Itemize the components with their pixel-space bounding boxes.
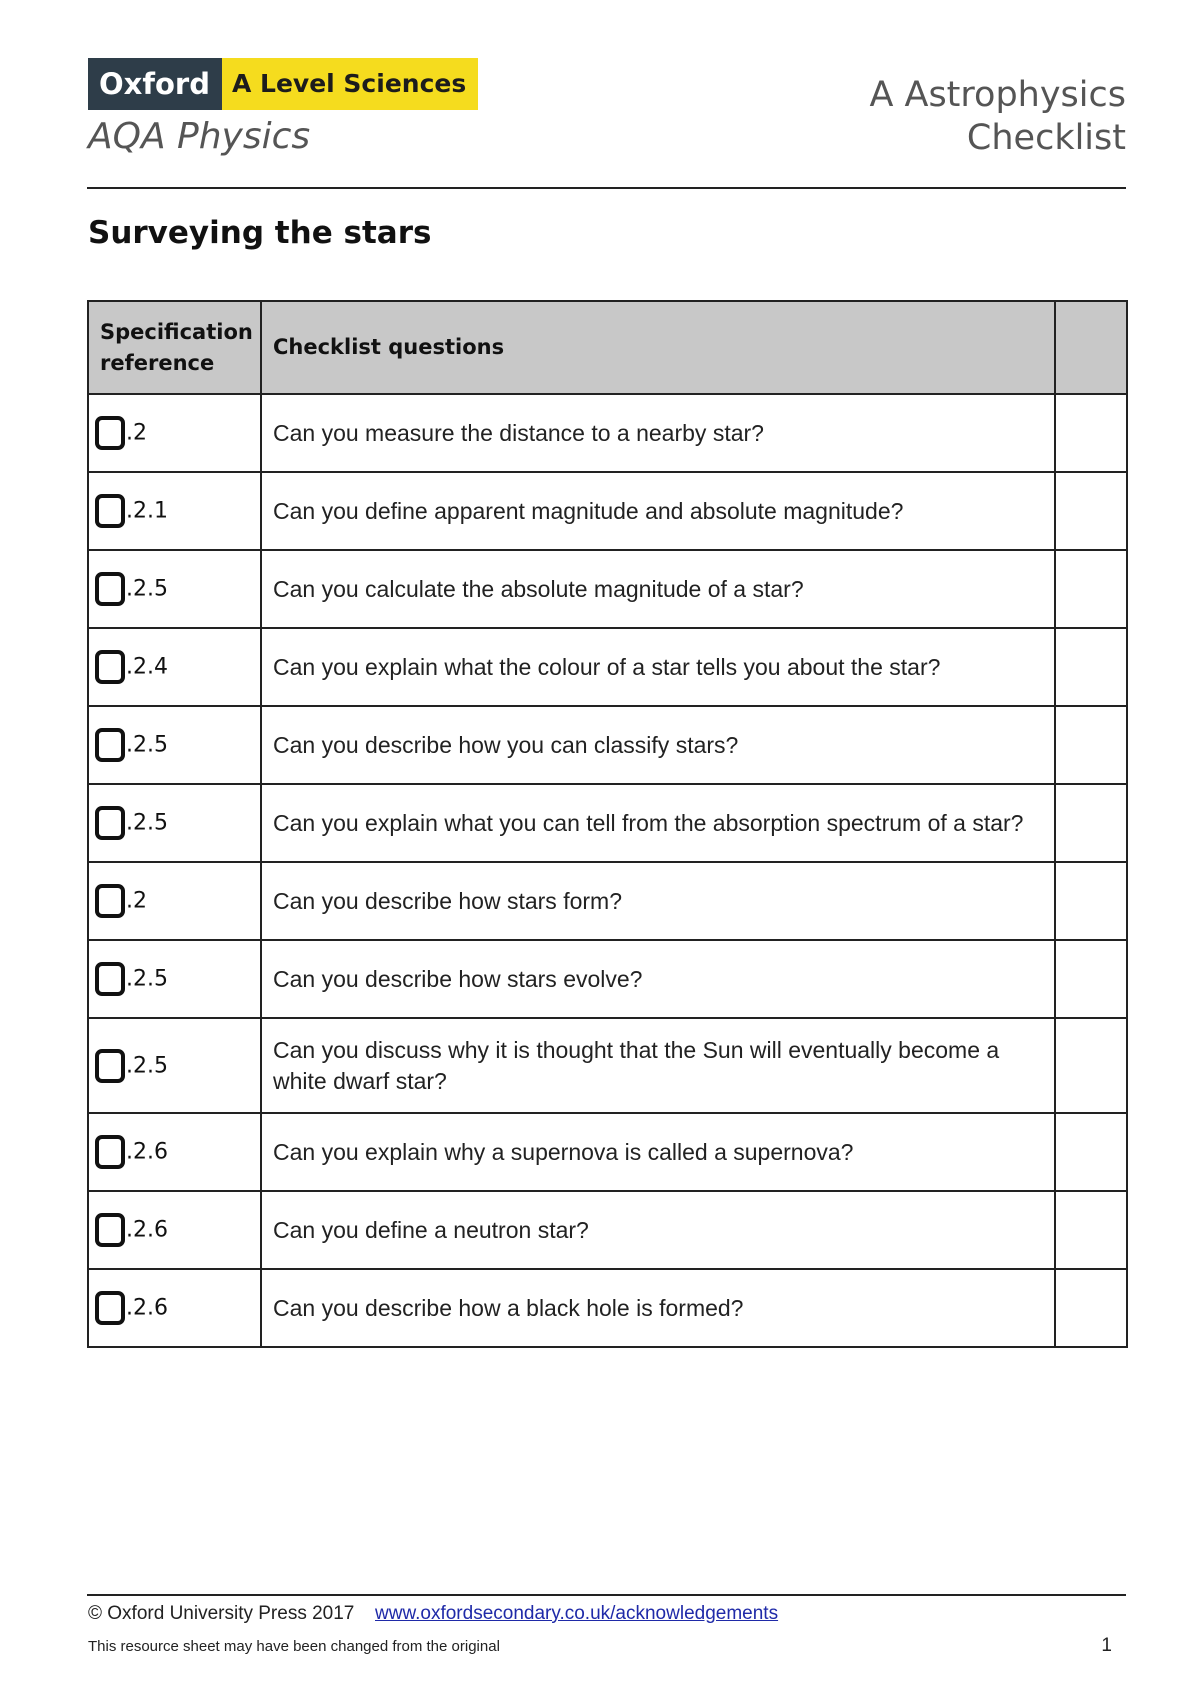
specification-reference-cell xyxy=(88,1269,261,1347)
table-row xyxy=(88,1269,1127,1347)
specification-reference: .2 xyxy=(126,888,147,914)
checkbox[interactable] xyxy=(95,728,125,762)
specification-reference: .2 xyxy=(126,420,147,446)
column-header-specification-reference: Specification reference xyxy=(88,301,261,394)
tick-cell[interactable] xyxy=(1055,472,1127,550)
table-row xyxy=(88,1113,1127,1191)
tick-cell[interactable] xyxy=(1055,394,1127,472)
specification-reference-cell xyxy=(88,550,261,628)
specification-reference: .2.5 xyxy=(126,732,168,758)
specification-reference: .2.6 xyxy=(126,1217,168,1243)
checkbox[interactable] xyxy=(95,1135,125,1169)
checklist-question: Can you explain why a supernova is called a supernova? xyxy=(261,1113,1055,1191)
checklist-question: Can you describe how stars form? xyxy=(261,862,1055,940)
specification-reference: .2.5 xyxy=(126,576,168,602)
checklist-question: Can you define apparent magnitude and absolute magnitude? xyxy=(261,472,1055,550)
table-header-row xyxy=(88,301,1127,394)
table-row xyxy=(88,940,1127,1018)
checklist-question: Can you describe how you can classify stars? xyxy=(261,706,1055,784)
specification-reference: .2.4 xyxy=(126,654,168,680)
table-row xyxy=(88,1018,1127,1113)
checklist-question: Can you define a neutron star? xyxy=(261,1191,1055,1269)
specification-reference-cell xyxy=(88,862,261,940)
specification-reference-cell xyxy=(88,394,261,472)
table-row xyxy=(88,394,1127,472)
checkbox[interactable] xyxy=(95,650,125,684)
resource-changed-note: This resource sheet may have been changed from the original xyxy=(88,1638,500,1655)
specification-reference-cell xyxy=(88,1191,261,1269)
specification-reference: .2.1 xyxy=(126,498,168,524)
oxford-logo xyxy=(88,58,478,110)
checklist-question: Can you measure the distance to a nearby star? xyxy=(261,394,1055,472)
checkbox[interactable] xyxy=(95,572,125,606)
checklist-table xyxy=(87,300,1128,1348)
specification-reference: .2.5 xyxy=(126,810,168,836)
specification-reference: .2.5 xyxy=(126,1053,168,1078)
document-title xyxy=(869,74,1126,160)
table-row xyxy=(88,1191,1127,1269)
specification-reference: .2.6 xyxy=(126,1139,168,1165)
column-header-tick xyxy=(1055,301,1127,394)
specification-reference: .2.5 xyxy=(126,966,168,992)
logo-oxford-text: Oxford xyxy=(88,58,222,110)
tick-cell[interactable] xyxy=(1055,628,1127,706)
footer-divider xyxy=(87,1594,1126,1596)
table-row xyxy=(88,862,1127,940)
checklist-question: Can you explain what you can tell from the absorption spectrum of a star? xyxy=(261,784,1055,862)
table-row xyxy=(88,472,1127,550)
tick-cell[interactable] xyxy=(1055,1269,1127,1347)
checklist-question: Can you describe how a black hole is formed? xyxy=(261,1269,1055,1347)
checklist-question: Can you calculate the absolute magnitude of a star? xyxy=(261,550,1055,628)
tick-cell[interactable] xyxy=(1055,1191,1127,1269)
checkbox[interactable] xyxy=(95,1213,125,1247)
table-row xyxy=(88,706,1127,784)
subject-title: AQA Physics xyxy=(88,116,311,157)
table-row xyxy=(88,784,1127,862)
checklist-question: Can you explain what the colour of a star tells you about the star? xyxy=(261,628,1055,706)
header-divider xyxy=(87,187,1126,189)
column-header-checklist-questions: Checklist questions xyxy=(261,301,1055,394)
tick-cell[interactable] xyxy=(1055,1018,1127,1113)
specification-reference-cell xyxy=(88,1018,261,1113)
specification-reference-cell xyxy=(88,784,261,862)
checklist-question: Can you discuss why it is thought that the Sun will eventually become a white dwarf star? xyxy=(261,1018,1055,1113)
document-title-line-1: A Astrophysics xyxy=(869,75,1126,115)
tick-cell[interactable] xyxy=(1055,550,1127,628)
logo-a-level-sciences-text: A Level Sciences xyxy=(222,58,478,110)
document-title-line-2: Checklist xyxy=(966,118,1126,158)
table-row xyxy=(88,628,1127,706)
tick-cell[interactable] xyxy=(1055,706,1127,784)
checkbox[interactable] xyxy=(95,416,125,450)
specification-reference-cell xyxy=(88,1113,261,1191)
checkbox[interactable] xyxy=(95,962,125,996)
checkbox[interactable] xyxy=(95,884,125,918)
specification-reference-cell xyxy=(88,628,261,706)
page-number: 1 xyxy=(1101,1635,1112,1656)
tick-cell[interactable] xyxy=(1055,940,1127,1018)
table-row xyxy=(88,550,1127,628)
copyright-notice: © Oxford University Press 2017 xyxy=(88,1603,355,1624)
tick-cell[interactable] xyxy=(1055,784,1127,862)
specification-reference: .2.6 xyxy=(126,1295,168,1321)
specification-reference-cell xyxy=(88,940,261,1018)
section-title: Surveying the stars xyxy=(88,215,432,251)
specification-reference-cell xyxy=(88,472,261,550)
checkbox[interactable] xyxy=(95,494,125,528)
checklist-question: Can you describe how stars evolve? xyxy=(261,940,1055,1018)
specification-reference-cell xyxy=(88,706,261,784)
checkbox[interactable] xyxy=(95,806,125,840)
checkbox[interactable] xyxy=(95,1291,125,1325)
tick-cell[interactable] xyxy=(1055,1113,1127,1191)
acknowledgements-link[interactable]: www.oxfordsecondary.co.uk/acknowledgements xyxy=(375,1603,779,1624)
checkbox[interactable] xyxy=(95,1049,125,1083)
tick-cell[interactable] xyxy=(1055,862,1127,940)
